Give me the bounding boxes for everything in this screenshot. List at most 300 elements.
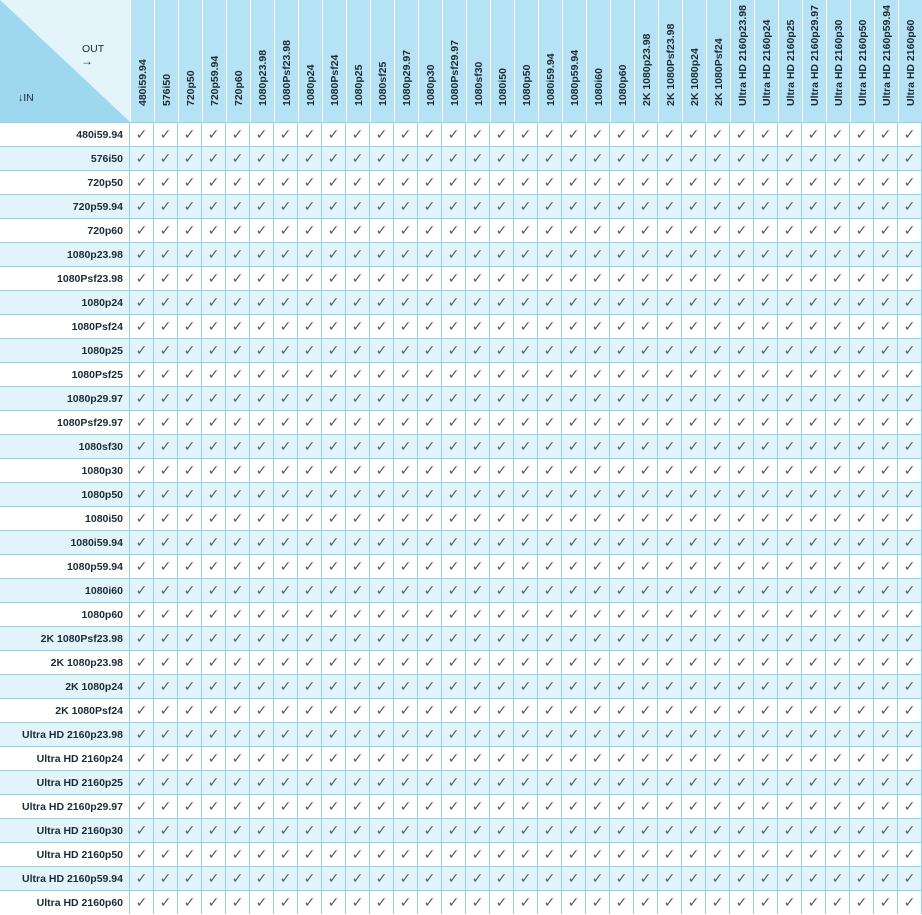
check-icon: ✓ xyxy=(250,746,274,770)
check-icon: ✓ xyxy=(370,842,394,866)
check-icon: ✓ xyxy=(562,794,586,818)
check-icon: ✓ xyxy=(706,842,730,866)
check-icon: ✓ xyxy=(370,218,394,242)
check-icon: ✓ xyxy=(778,650,802,674)
check-icon: ✓ xyxy=(634,122,658,146)
check-icon: ✓ xyxy=(658,818,682,842)
check-icon: ✓ xyxy=(562,482,586,506)
check-icon: ✓ xyxy=(562,218,586,242)
check-icon: ✓ xyxy=(322,602,346,626)
check-icon: ✓ xyxy=(442,410,466,434)
check-icon: ✓ xyxy=(826,722,850,746)
check-icon: ✓ xyxy=(418,698,442,722)
check-icon: ✓ xyxy=(346,674,370,698)
check-icon: ✓ xyxy=(130,506,154,530)
check-icon: ✓ xyxy=(634,194,658,218)
check-icon: ✓ xyxy=(898,602,922,626)
check-icon: ✓ xyxy=(370,122,394,146)
check-icon: ✓ xyxy=(850,314,874,338)
check-icon: ✓ xyxy=(898,554,922,578)
check-icon: ✓ xyxy=(826,650,850,674)
column-header-label: 1080p23.98 xyxy=(256,49,269,106)
check-icon: ✓ xyxy=(562,578,586,602)
check-icon: ✓ xyxy=(346,290,370,314)
check-icon: ✓ xyxy=(538,842,562,866)
check-icon: ✓ xyxy=(634,218,658,242)
check-icon: ✓ xyxy=(226,674,250,698)
check-icon: ✓ xyxy=(826,194,850,218)
check-icon: ✓ xyxy=(370,866,394,890)
check-icon: ✓ xyxy=(322,386,346,410)
check-icon: ✓ xyxy=(274,362,298,386)
check-icon: ✓ xyxy=(466,434,490,458)
check-icon: ✓ xyxy=(130,458,154,482)
check-icon: ✓ xyxy=(898,170,922,194)
check-icon: ✓ xyxy=(610,770,634,794)
check-icon: ✓ xyxy=(154,602,178,626)
row-header: 480i59.94 xyxy=(0,122,130,146)
check-icon: ✓ xyxy=(346,146,370,170)
check-icon: ✓ xyxy=(706,602,730,626)
column-header-label: 2K 1080p24 xyxy=(688,48,701,106)
check-icon: ✓ xyxy=(274,410,298,434)
check-icon: ✓ xyxy=(898,242,922,266)
check-icon: ✓ xyxy=(850,482,874,506)
check-icon: ✓ xyxy=(874,842,898,866)
check-icon: ✓ xyxy=(370,554,394,578)
check-icon: ✓ xyxy=(730,554,754,578)
check-icon: ✓ xyxy=(346,866,370,890)
row-header: 1080sf30 xyxy=(0,434,130,458)
column-header xyxy=(730,0,754,122)
check-icon: ✓ xyxy=(346,218,370,242)
check-icon: ✓ xyxy=(442,170,466,194)
check-icon: ✓ xyxy=(178,530,202,554)
check-icon: ✓ xyxy=(298,242,322,266)
check-icon: ✓ xyxy=(706,650,730,674)
check-icon: ✓ xyxy=(154,506,178,530)
check-icon: ✓ xyxy=(442,770,466,794)
check-icon: ✓ xyxy=(802,338,826,362)
check-icon: ✓ xyxy=(826,770,850,794)
check-icon: ✓ xyxy=(178,434,202,458)
column-header-label: Ultra HD 2160p59.94 xyxy=(880,5,893,106)
check-icon: ✓ xyxy=(778,506,802,530)
check-icon: ✓ xyxy=(730,386,754,410)
check-icon: ✓ xyxy=(490,842,514,866)
check-icon: ✓ xyxy=(394,146,418,170)
check-icon: ✓ xyxy=(250,626,274,650)
check-icon: ✓ xyxy=(250,530,274,554)
check-icon: ✓ xyxy=(490,866,514,890)
check-icon: ✓ xyxy=(706,170,730,194)
check-icon: ✓ xyxy=(466,410,490,434)
check-icon: ✓ xyxy=(322,530,346,554)
check-icon: ✓ xyxy=(610,122,634,146)
check-icon: ✓ xyxy=(610,290,634,314)
check-icon: ✓ xyxy=(490,218,514,242)
check-icon: ✓ xyxy=(154,146,178,170)
check-icon: ✓ xyxy=(418,386,442,410)
check-icon: ✓ xyxy=(874,890,898,914)
check-icon: ✓ xyxy=(562,866,586,890)
check-icon: ✓ xyxy=(754,242,778,266)
check-icon: ✓ xyxy=(226,794,250,818)
check-icon: ✓ xyxy=(178,338,202,362)
check-icon: ✓ xyxy=(850,506,874,530)
check-icon: ✓ xyxy=(130,746,154,770)
check-icon: ✓ xyxy=(850,722,874,746)
check-icon: ✓ xyxy=(178,866,202,890)
check-icon: ✓ xyxy=(562,674,586,698)
check-icon: ✓ xyxy=(826,818,850,842)
check-icon: ✓ xyxy=(850,578,874,602)
check-icon: ✓ xyxy=(490,194,514,218)
row-header: Ultra HD 2160p60 xyxy=(0,890,130,914)
check-icon: ✓ xyxy=(610,194,634,218)
check-icon: ✓ xyxy=(346,434,370,458)
check-icon: ✓ xyxy=(274,866,298,890)
column-header-label: 1080p59.94 xyxy=(568,49,581,106)
check-icon: ✓ xyxy=(826,482,850,506)
check-icon: ✓ xyxy=(754,650,778,674)
check-icon: ✓ xyxy=(682,362,706,386)
check-icon: ✓ xyxy=(202,170,226,194)
check-icon: ✓ xyxy=(466,194,490,218)
check-icon: ✓ xyxy=(706,386,730,410)
check-icon: ✓ xyxy=(826,674,850,698)
check-icon: ✓ xyxy=(514,530,538,554)
check-icon: ✓ xyxy=(226,770,250,794)
check-icon: ✓ xyxy=(298,578,322,602)
check-icon: ✓ xyxy=(466,746,490,770)
column-header xyxy=(706,0,730,122)
check-icon: ✓ xyxy=(178,242,202,266)
check-icon: ✓ xyxy=(298,458,322,482)
check-icon: ✓ xyxy=(250,674,274,698)
row-header: 1080i59.94 xyxy=(0,530,130,554)
check-icon: ✓ xyxy=(274,146,298,170)
check-icon: ✓ xyxy=(154,362,178,386)
check-icon: ✓ xyxy=(586,410,610,434)
check-icon: ✓ xyxy=(466,218,490,242)
check-icon: ✓ xyxy=(778,362,802,386)
column-header xyxy=(490,0,514,122)
check-icon: ✓ xyxy=(730,842,754,866)
check-icon: ✓ xyxy=(490,434,514,458)
check-icon: ✓ xyxy=(298,506,322,530)
check-icon: ✓ xyxy=(850,794,874,818)
check-icon: ✓ xyxy=(706,506,730,530)
check-icon: ✓ xyxy=(442,290,466,314)
check-icon: ✓ xyxy=(826,506,850,530)
check-icon: ✓ xyxy=(466,794,490,818)
check-icon: ✓ xyxy=(682,818,706,842)
check-icon: ✓ xyxy=(322,122,346,146)
check-icon: ✓ xyxy=(850,530,874,554)
check-icon: ✓ xyxy=(610,602,634,626)
column-header xyxy=(394,0,418,122)
check-icon: ✓ xyxy=(898,386,922,410)
check-icon: ✓ xyxy=(226,722,250,746)
check-icon: ✓ xyxy=(898,626,922,650)
check-icon: ✓ xyxy=(178,554,202,578)
check-icon: ✓ xyxy=(442,650,466,674)
check-icon: ✓ xyxy=(706,890,730,914)
check-icon: ✓ xyxy=(898,266,922,290)
check-icon: ✓ xyxy=(490,554,514,578)
check-icon: ✓ xyxy=(202,386,226,410)
check-icon: ✓ xyxy=(178,386,202,410)
check-icon: ✓ xyxy=(634,242,658,266)
check-icon: ✓ xyxy=(394,482,418,506)
check-icon: ✓ xyxy=(274,554,298,578)
check-icon: ✓ xyxy=(442,506,466,530)
check-icon: ✓ xyxy=(322,722,346,746)
row-header: 1080p29.97 xyxy=(0,386,130,410)
check-icon: ✓ xyxy=(322,362,346,386)
check-icon: ✓ xyxy=(754,410,778,434)
check-icon: ✓ xyxy=(274,818,298,842)
check-icon: ✓ xyxy=(370,746,394,770)
check-icon: ✓ xyxy=(754,842,778,866)
check-icon: ✓ xyxy=(730,674,754,698)
check-icon: ✓ xyxy=(370,482,394,506)
check-icon: ✓ xyxy=(658,554,682,578)
check-icon: ✓ xyxy=(154,458,178,482)
row-header: Ultra HD 2160p30 xyxy=(0,818,130,842)
row-header: 1080p59.94 xyxy=(0,554,130,578)
check-icon: ✓ xyxy=(250,482,274,506)
check-icon: ✓ xyxy=(610,722,634,746)
check-icon: ✓ xyxy=(418,602,442,626)
check-icon: ✓ xyxy=(394,362,418,386)
check-icon: ✓ xyxy=(634,290,658,314)
check-icon: ✓ xyxy=(466,386,490,410)
check-icon: ✓ xyxy=(514,506,538,530)
check-icon: ✓ xyxy=(898,818,922,842)
check-icon: ✓ xyxy=(874,314,898,338)
check-icon: ✓ xyxy=(682,674,706,698)
check-icon: ✓ xyxy=(322,410,346,434)
check-icon: ✓ xyxy=(394,242,418,266)
check-icon: ✓ xyxy=(850,290,874,314)
check-icon: ✓ xyxy=(562,386,586,410)
check-icon: ✓ xyxy=(322,290,346,314)
check-icon: ✓ xyxy=(730,650,754,674)
check-icon: ✓ xyxy=(154,338,178,362)
check-icon: ✓ xyxy=(682,746,706,770)
check-icon: ✓ xyxy=(682,770,706,794)
check-icon: ✓ xyxy=(610,818,634,842)
check-icon: ✓ xyxy=(874,818,898,842)
check-icon: ✓ xyxy=(586,890,610,914)
row-header: 1080p25 xyxy=(0,338,130,362)
check-icon: ✓ xyxy=(178,314,202,338)
check-icon: ✓ xyxy=(634,410,658,434)
check-icon: ✓ xyxy=(250,842,274,866)
check-icon: ✓ xyxy=(874,746,898,770)
check-icon: ✓ xyxy=(682,626,706,650)
check-icon: ✓ xyxy=(538,506,562,530)
check-icon: ✓ xyxy=(178,602,202,626)
check-icon: ✓ xyxy=(850,554,874,578)
check-icon: ✓ xyxy=(874,722,898,746)
check-icon: ✓ xyxy=(178,410,202,434)
check-icon: ✓ xyxy=(154,122,178,146)
check-icon: ✓ xyxy=(826,290,850,314)
check-icon: ✓ xyxy=(658,674,682,698)
check-icon: ✓ xyxy=(538,410,562,434)
check-icon: ✓ xyxy=(586,170,610,194)
check-icon: ✓ xyxy=(610,146,634,170)
check-icon: ✓ xyxy=(898,218,922,242)
check-icon: ✓ xyxy=(178,482,202,506)
check-icon: ✓ xyxy=(778,890,802,914)
check-icon: ✓ xyxy=(682,410,706,434)
check-icon: ✓ xyxy=(682,146,706,170)
check-icon: ✓ xyxy=(826,362,850,386)
check-icon: ✓ xyxy=(634,842,658,866)
check-icon: ✓ xyxy=(394,290,418,314)
check-icon: ✓ xyxy=(202,482,226,506)
check-icon: ✓ xyxy=(418,338,442,362)
check-icon: ✓ xyxy=(226,554,250,578)
column-header-label: Ultra HD 2160p23.98 xyxy=(736,5,749,106)
check-icon: ✓ xyxy=(802,794,826,818)
check-icon: ✓ xyxy=(802,722,826,746)
check-icon: ✓ xyxy=(850,866,874,890)
check-icon: ✓ xyxy=(178,266,202,290)
check-icon: ✓ xyxy=(898,362,922,386)
check-icon: ✓ xyxy=(874,530,898,554)
column-header xyxy=(202,0,226,122)
check-icon: ✓ xyxy=(490,242,514,266)
check-icon: ✓ xyxy=(658,362,682,386)
row-header: 1080i50 xyxy=(0,506,130,530)
check-icon: ✓ xyxy=(178,362,202,386)
check-icon: ✓ xyxy=(538,146,562,170)
check-icon: ✓ xyxy=(130,170,154,194)
check-icon: ✓ xyxy=(754,530,778,554)
check-icon: ✓ xyxy=(298,530,322,554)
check-icon: ✓ xyxy=(178,626,202,650)
column-header xyxy=(562,0,586,122)
check-icon: ✓ xyxy=(226,386,250,410)
check-icon: ✓ xyxy=(370,794,394,818)
check-icon: ✓ xyxy=(466,458,490,482)
row-header: 1080Psf23.98 xyxy=(0,266,130,290)
check-icon: ✓ xyxy=(874,170,898,194)
check-icon: ✓ xyxy=(442,722,466,746)
column-header xyxy=(274,0,298,122)
check-icon: ✓ xyxy=(466,554,490,578)
check-icon: ✓ xyxy=(130,266,154,290)
check-icon: ✓ xyxy=(418,530,442,554)
check-icon: ✓ xyxy=(538,338,562,362)
check-icon: ✓ xyxy=(682,794,706,818)
check-icon: ✓ xyxy=(658,410,682,434)
check-icon: ✓ xyxy=(802,146,826,170)
check-icon: ✓ xyxy=(874,146,898,170)
check-icon: ✓ xyxy=(754,794,778,818)
column-header xyxy=(898,0,922,122)
check-icon: ✓ xyxy=(250,458,274,482)
check-icon: ✓ xyxy=(130,242,154,266)
check-icon: ✓ xyxy=(610,554,634,578)
check-icon: ✓ xyxy=(346,770,370,794)
check-icon: ✓ xyxy=(706,290,730,314)
check-icon: ✓ xyxy=(802,746,826,770)
check-icon: ✓ xyxy=(586,794,610,818)
check-icon: ✓ xyxy=(418,146,442,170)
check-icon: ✓ xyxy=(346,482,370,506)
check-icon: ✓ xyxy=(490,386,514,410)
check-icon: ✓ xyxy=(898,578,922,602)
column-header-label: 1080p29.97 xyxy=(400,49,413,106)
check-icon: ✓ xyxy=(298,122,322,146)
check-icon: ✓ xyxy=(874,698,898,722)
check-icon: ✓ xyxy=(874,122,898,146)
check-icon: ✓ xyxy=(874,674,898,698)
check-icon: ✓ xyxy=(802,218,826,242)
check-icon: ✓ xyxy=(562,362,586,386)
check-icon: ✓ xyxy=(826,554,850,578)
check-icon: ✓ xyxy=(586,122,610,146)
check-icon: ✓ xyxy=(706,266,730,290)
check-icon: ✓ xyxy=(730,458,754,482)
check-icon: ✓ xyxy=(874,650,898,674)
check-icon: ✓ xyxy=(634,818,658,842)
column-header xyxy=(586,0,610,122)
check-icon: ✓ xyxy=(514,770,538,794)
check-icon: ✓ xyxy=(514,722,538,746)
check-icon: ✓ xyxy=(226,122,250,146)
check-icon: ✓ xyxy=(442,674,466,698)
check-icon: ✓ xyxy=(826,266,850,290)
check-icon: ✓ xyxy=(250,890,274,914)
check-icon: ✓ xyxy=(586,242,610,266)
column-header-label: Ultra HD 2160p24 xyxy=(760,19,773,106)
check-icon: ✓ xyxy=(298,338,322,362)
check-icon: ✓ xyxy=(178,218,202,242)
check-icon: ✓ xyxy=(706,746,730,770)
check-icon: ✓ xyxy=(178,146,202,170)
check-icon: ✓ xyxy=(778,866,802,890)
check-icon: ✓ xyxy=(130,770,154,794)
check-icon: ✓ xyxy=(514,338,538,362)
check-icon: ✓ xyxy=(346,242,370,266)
column-header-label: 1080p24 xyxy=(304,64,317,106)
check-icon: ✓ xyxy=(538,290,562,314)
check-icon: ✓ xyxy=(322,434,346,458)
check-icon: ✓ xyxy=(130,794,154,818)
check-icon: ✓ xyxy=(130,290,154,314)
column-header-label: Ultra HD 2160p30 xyxy=(832,19,845,106)
check-icon: ✓ xyxy=(226,146,250,170)
check-icon: ✓ xyxy=(370,338,394,362)
check-icon: ✓ xyxy=(826,746,850,770)
check-icon: ✓ xyxy=(394,890,418,914)
check-icon: ✓ xyxy=(466,698,490,722)
check-icon: ✓ xyxy=(658,530,682,554)
check-icon: ✓ xyxy=(826,434,850,458)
check-icon: ✓ xyxy=(322,314,346,338)
check-icon: ✓ xyxy=(754,818,778,842)
column-header-label: 1080sf30 xyxy=(472,61,485,106)
check-icon: ✓ xyxy=(778,290,802,314)
row-header: 2K 1080p24 xyxy=(0,674,130,698)
